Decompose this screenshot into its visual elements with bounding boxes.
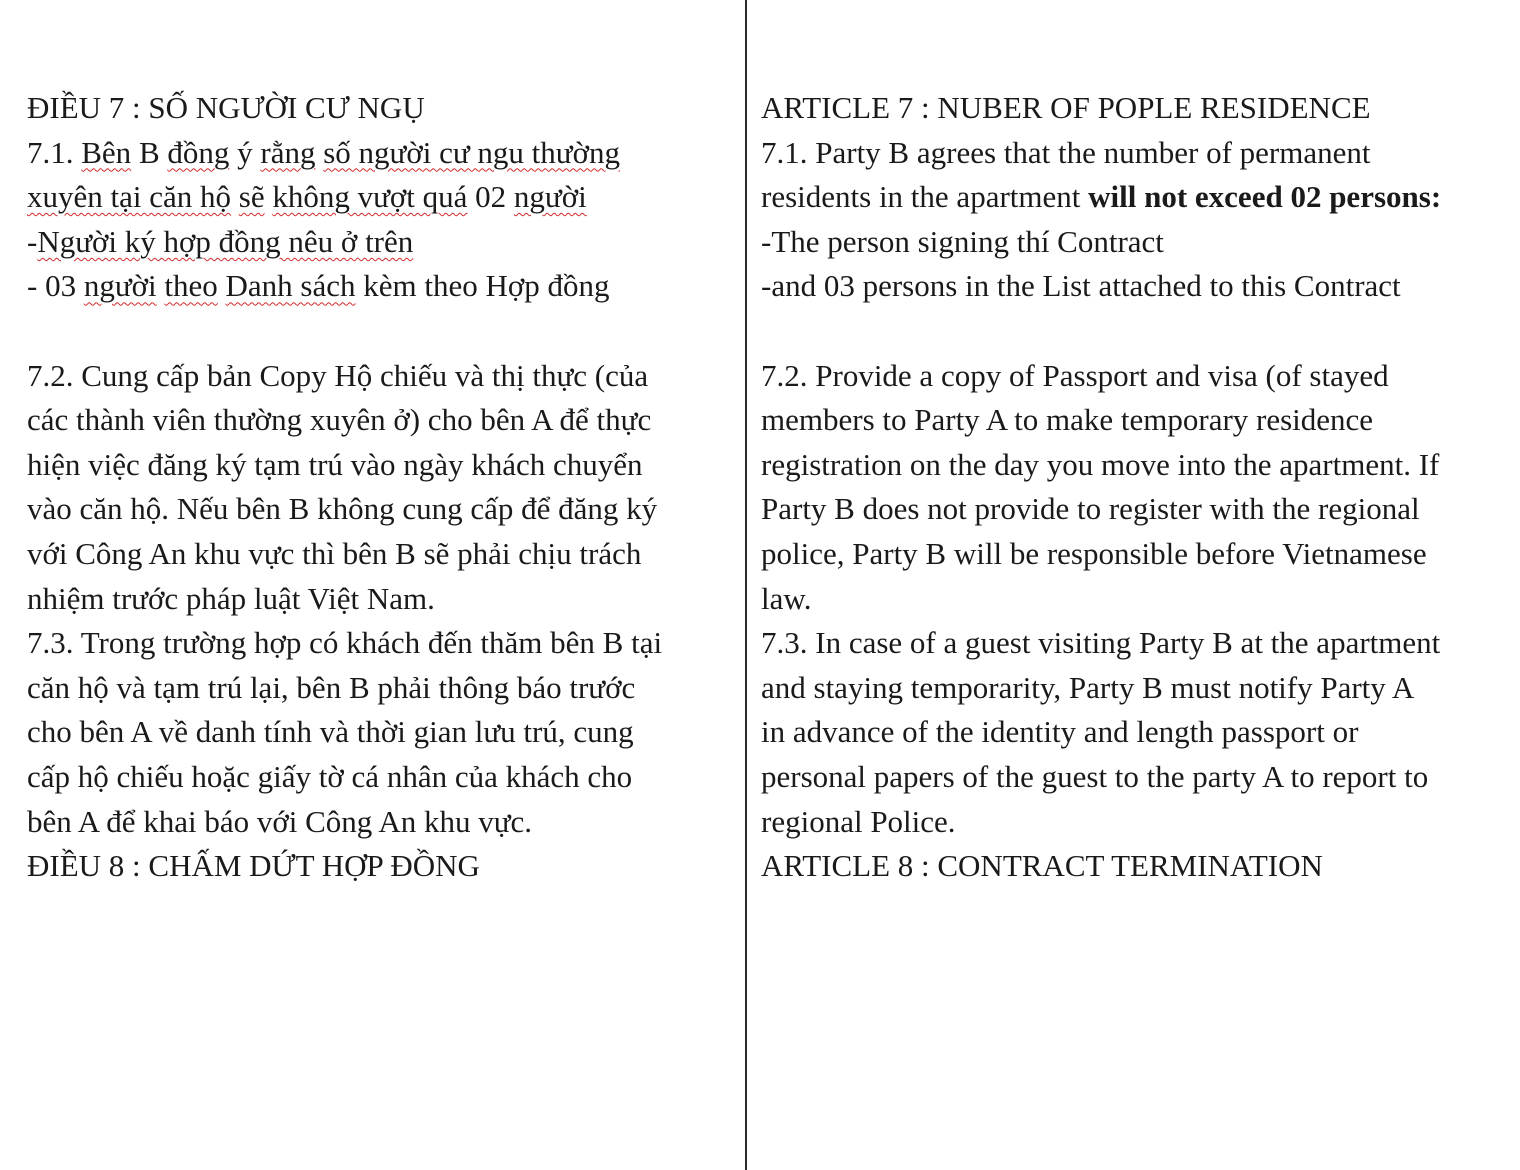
text: sẽ — [238, 179, 265, 215]
clause-7-1-line-4-en: -and 03 persons in the List attached to this Contract — [761, 268, 1401, 304]
text — [231, 179, 239, 214]
clause-7-3-line-vi: cấp hộ chiếu hoặc giấy tờ cá nhân của khách cho — [27, 758, 633, 794]
blank-line — [27, 309, 737, 354]
text: ý — [229, 134, 261, 170]
clause-7-2-line-en: registration on the day you move into the apartment. If — [761, 446, 1440, 482]
clause-7-3-line-en: personal papers of the guest to the party A to report to — [761, 758, 1429, 794]
text: người — [513, 179, 587, 215]
text: - — [27, 223, 38, 259]
vietnamese-column — [27, 86, 737, 889]
article-8-heading-en: ARTICLE 8 : CONTRACT TERMINATION — [761, 848, 1323, 884]
clause-7-1-line-4-vi — [27, 264, 737, 309]
clause-7-1-line-1-en: 7.1. Party B agrees that the number of permanent — [761, 134, 1371, 170]
clause-7-1-line-2-en — [761, 175, 1511, 220]
text: số người cư ngu thường — [323, 134, 620, 170]
column-divider — [745, 0, 747, 1170]
clause-7-2-line-en: police, Party B will be responsible before Vietnamese — [761, 535, 1427, 571]
text: 02 — [467, 179, 514, 215]
clause-7-2-line-vi: hiện việc đăng ký tạm trú vào ngày khách chuyển — [27, 446, 643, 482]
text: người — [83, 268, 157, 304]
text: kèm theo Hợp đồng — [355, 268, 610, 304]
clause-7-2-line-vi: 7.2. Cung cấp bản Copy Hộ chiếu và thị thực (của — [27, 357, 649, 393]
english-column — [761, 86, 1511, 889]
text: B — [131, 134, 168, 170]
text: residents in the apartment — [761, 179, 1089, 215]
clause-7-1-line-3-en: -The person signing thí Contract — [761, 223, 1164, 259]
clause-7-3-line-vi: cho bên A về danh tính và thời gian lưu trú, cung — [27, 714, 634, 750]
clause-7-3-line-en: and staying temporarity, Party B must notify Party A — [761, 669, 1415, 705]
clause-7-2-line-en: law. — [761, 580, 812, 616]
clause-7-1-line-2-vi — [27, 175, 737, 220]
bold-text: will not exceed 02 persons: — [1088, 179, 1442, 215]
clause-7-3-line-en: 7.3. In case of a guest visiting Party B at the apartment — [761, 625, 1441, 661]
clause-7-2-line-en: 7.2. Provide a copy of Passport and visa (of stayed — [761, 357, 1389, 393]
text: 7.1. — [27, 134, 82, 170]
text: Người ký hợp đồng nêu ở trên — [37, 223, 414, 259]
text: - 03 — [27, 268, 84, 304]
text — [218, 268, 226, 303]
clause-7-1-line-3-vi — [27, 220, 737, 265]
clause-7-3-line-en: regional Police. — [761, 803, 956, 839]
clause-7-3-line-vi: căn hộ và tạm trú lại, bên B phải thông báo trước — [27, 669, 636, 705]
clause-7-2-line-vi: vào căn hộ. Nếu bên B không cung cấp để đăng ký — [27, 491, 658, 527]
text: Bên — [81, 134, 132, 170]
clause-7-3-line-en: in advance of the identity and length passport or — [761, 714, 1359, 750]
clause-7-3-line-vi: 7.3. Trong trường hợp có khách đến thăm bên B tại — [27, 625, 663, 661]
clause-7-2-line-vi: các thành viên thường xuyên ở) cho bên A để thực — [27, 402, 652, 438]
article-7-heading-en: ARTICLE 7 : NUBER OF POPLE RESIDENCE — [761, 90, 1371, 125]
clause-7-2-line-en: members to Party A to make temporary residence — [761, 402, 1374, 438]
text: đồng — [167, 134, 230, 170]
clause-7-2-line-vi: với Công An khu vực thì bên B sẽ phải chịu trách — [27, 535, 642, 571]
text: rằng — [260, 134, 316, 170]
article-8-heading-vi: ĐIỀU 8 : CHẤM DỨT HỢP ĐỒNG — [27, 848, 480, 884]
clause-7-3-line-vi: bên A để khai báo với Công An khu vực. — [27, 803, 533, 839]
clause-7-2-line-en: Party B does not provide to register with the regional — [761, 491, 1420, 527]
text: Danh sách — [225, 268, 356, 304]
text: không vượt quá — [272, 179, 468, 215]
text: xuyên tại căn hộ — [27, 179, 232, 215]
article-7-heading-vi: ĐIỀU 7 : SỐ NGƯỜI CƯ NGỤ — [27, 90, 425, 125]
text: theo — [164, 268, 218, 304]
blank-line — [761, 309, 1511, 354]
clause-7-1-line-1-vi — [27, 131, 737, 176]
clause-7-2-line-vi: nhiệm trước pháp luật Việt Nam. — [27, 580, 435, 616]
